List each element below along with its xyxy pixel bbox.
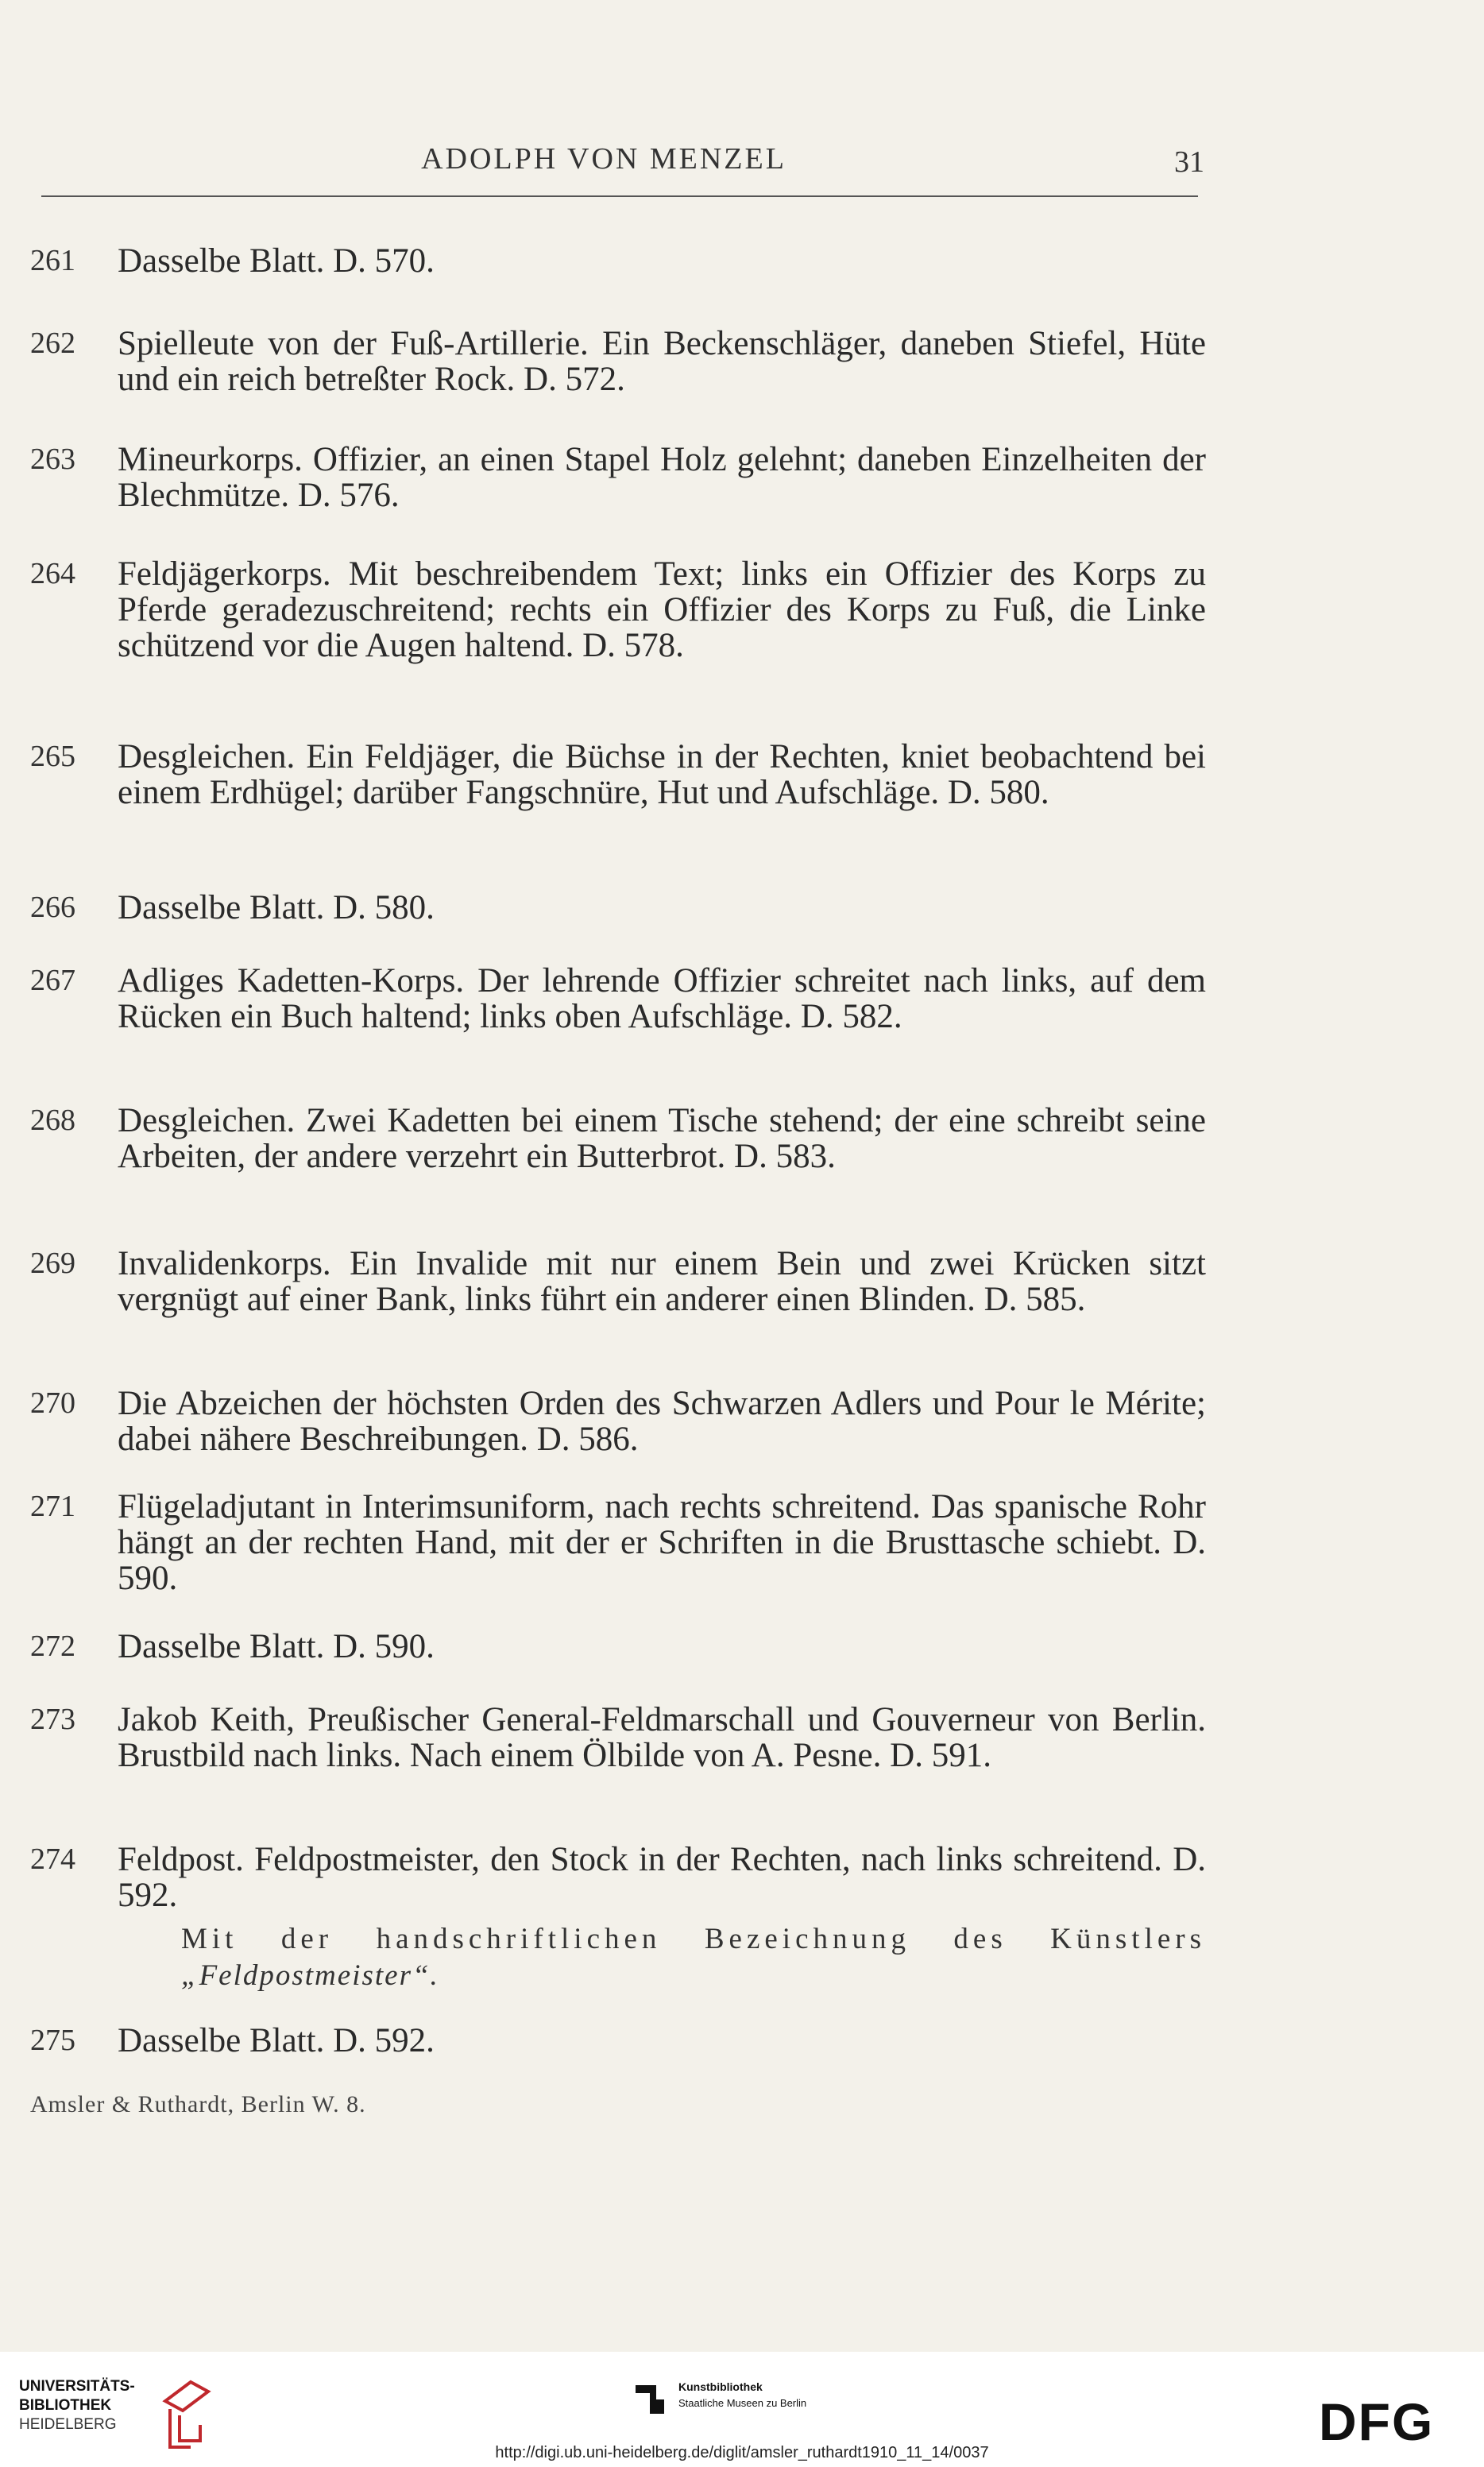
entry-text: Dasselbe Blatt. D. 592. bbox=[118, 2022, 435, 2059]
entry-number: 265 bbox=[30, 740, 75, 773]
catalog-entry bbox=[30, 1702, 1206, 1773]
entry-number: 267 bbox=[30, 964, 75, 997]
entry-number: 275 bbox=[30, 2024, 75, 2057]
catalog-entry bbox=[30, 739, 1206, 810]
running-title: ADOLPH VON MENZEL bbox=[421, 142, 786, 176]
catalog-entry bbox=[30, 326, 1206, 397]
entry-text: Dasselbe Blatt. D. 570. bbox=[118, 242, 435, 280]
dfg-logo[interactable]: DFG bbox=[1319, 2392, 1435, 2451]
catalog-entry bbox=[30, 243, 1206, 279]
university-emblem-icon bbox=[159, 2377, 214, 2453]
catalog-entry bbox=[30, 2023, 1206, 2059]
catalog-entry bbox=[30, 963, 1206, 1034]
entry-text: Die Abzeichen der höchsten Orden des Schwarzen Adlers und Pour le Mérite; dabei nähere Beschreibungen. D. 586. bbox=[118, 1385, 1206, 1458]
entry-text: Mineurkorps. Offizier, an einen Stapel Holz gelehnt; daneben Einzelheiten der Blechmütze. D. 576. bbox=[118, 441, 1206, 514]
entry-number: 270 bbox=[30, 1386, 75, 1420]
entry-text: Feldjägerkorps. Mit beschreibendem Text; links ein Offizier des Korps zu Pferde geradezuschreitend; rechts ein Offizier des Korps zu Fuß, die Linke schützend vor die Augen haltend. D. 578. bbox=[118, 555, 1206, 664]
entry-number: 262 bbox=[30, 327, 75, 360]
entry-text: Jakob Keith, Preußischer General-Feldmarschall und Gouverneur von Berlin. Brustbild nach links. Nach einem Ölbilde von A. Pesne. D. 591. bbox=[118, 1701, 1206, 1774]
entry-text: Dasselbe Blatt. D. 580. bbox=[118, 889, 435, 926]
uni-line-2: BIBLIOTHEK bbox=[19, 2397, 112, 2414]
catalog-entry bbox=[30, 1386, 1206, 1457]
uni-line-3: HEIDELBERG bbox=[19, 2416, 117, 2433]
entry-number: 266 bbox=[30, 891, 75, 924]
entry-text: Feldpost. Feldpostmeister, den Stock in der Rechten, nach links schreitend. D. 592. bbox=[118, 1841, 1206, 1914]
entry-text: Invalidenkorps. Ein Invalide mit nur einem Bein und zwei Krücken sitzt vergnügt auf einer Bank, links führt ein anderer einen Blinden. D. 585. bbox=[118, 1245, 1206, 1318]
catalog-entry bbox=[30, 1103, 1206, 1174]
entry-text: Flügeladjutant in Interimsuniform, nach rechts schreitend. Das spanische Rohr hängt an der rechten Hand, mit der er Schriften in die Brusttasche schiebt. D. 590. bbox=[118, 1488, 1206, 1597]
entry-number: 274 bbox=[30, 1843, 75, 1876]
entry-text: Adliges Kadetten-Korps. Der lehrende Offizier schreitet nach links, auf dem Rücken ein Buch haltend; links oben Aufschläge. D. 582. bbox=[118, 962, 1206, 1035]
catalog-entry bbox=[30, 442, 1206, 513]
kunstbibliothek-wordmark bbox=[678, 2379, 806, 2411]
entry-number: 272 bbox=[30, 1630, 75, 1663]
entry-number: 264 bbox=[30, 557, 75, 590]
entry-text: Desgleichen. Ein Feldjäger, die Büchse in der Rechten, kniet beobachtend bei einem Erdhügel; darüber Fangschnüre, Hut und Aufschläge. D. 580. bbox=[118, 738, 1206, 811]
catalog-entry bbox=[30, 1842, 1206, 1994]
uni-line-1: UNIVERSITÄTS- bbox=[19, 2378, 135, 2395]
entry-text: Dasselbe Blatt. D. 590. bbox=[118, 1628, 435, 1665]
catalog-entry bbox=[30, 1246, 1206, 1317]
entry-number: 263 bbox=[30, 443, 75, 476]
note-inscription: „Feldpostmeister“. bbox=[181, 1959, 439, 1992]
entry-text: Desgleichen. Zwei Kadetten bei einem Tische stehend; der eine schreibt seine Arbeiten, der andere verzehrt ein Butterbrot. D. 583. bbox=[118, 1102, 1206, 1175]
kb-line-2: Staatliche Museen zu Berlin bbox=[678, 2397, 807, 2409]
catalog-entry bbox=[30, 890, 1206, 926]
catalog-entry bbox=[30, 1629, 1206, 1665]
catalog-entry bbox=[30, 1489, 1206, 1596]
entry-number: 271 bbox=[30, 1490, 75, 1523]
kunstbibliothek-logo[interactable] bbox=[632, 2377, 871, 2425]
catalog-entry bbox=[30, 556, 1206, 663]
entry-number: 273 bbox=[30, 1703, 75, 1736]
note-text: Mit der handschriftlichen Bezeichnung des Künstlers bbox=[181, 1923, 1206, 1955]
university-library-wordmark bbox=[19, 2377, 135, 2434]
entry-number: 269 bbox=[30, 1247, 75, 1280]
publisher-imprint: Amsler & Ruthardt, Berlin W. 8. bbox=[30, 2091, 366, 2117]
entry-number: 268 bbox=[30, 1104, 75, 1137]
entry-number: 261 bbox=[30, 244, 75, 277]
kunstbibliothek-emblem-icon bbox=[632, 2382, 667, 2417]
permalink-url[interactable]: http://digi.ub.uni-heidelberg.de/diglit/amsler_ruthardt1910_11_14/0037 bbox=[495, 2444, 989, 2461]
page-number: 31 bbox=[1174, 145, 1204, 179]
kb-line-1: Kunstbibliothek bbox=[678, 2380, 763, 2393]
entry-text: Spielleute von der Fuß-Artillerie. Ein Beckenschläger, daneben Stiefel, Hüte und ein reich betreßter Rock. D. 572. bbox=[118, 325, 1206, 398]
entry-note bbox=[181, 1921, 1206, 1994]
header-rule bbox=[41, 195, 1198, 197]
